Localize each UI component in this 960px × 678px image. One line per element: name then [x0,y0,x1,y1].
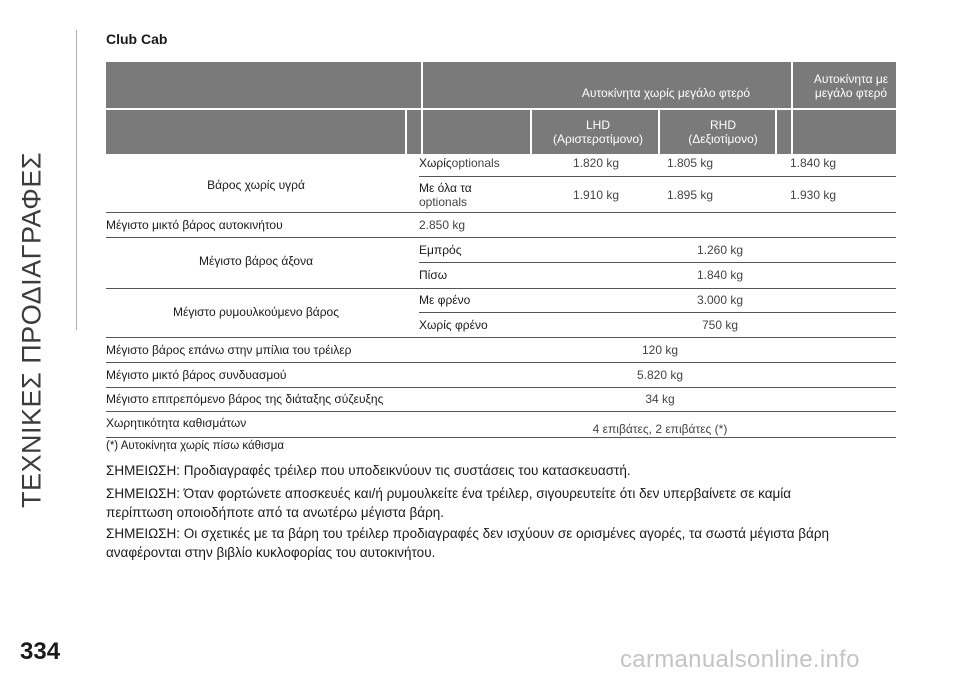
header-lhd [538,118,658,146]
note-3 [106,524,906,562]
row-seats-label: Χωρητικότητα καθισμάτων [106,416,247,430]
header-lhd-label: LHD [585,118,610,132]
footnote: (*) Αυτοκίνητα χωρίς πίσω κάθισμα [106,440,284,452]
dry-all-options-line1: Με όλα τα [419,181,472,195]
row-divider [106,387,896,388]
header-rhd-sub: (Δεξιοτίμονο) [688,132,758,146]
row-divider [106,212,896,213]
watermark: carmanualsonline.info [620,646,860,673]
row-coupling-value: 34 kg [645,392,675,406]
dry-v3: 1.840 kg [790,156,837,170]
dry-no-options [419,156,500,170]
row-divider [419,176,896,177]
row-ball-value: 120 kg [641,343,679,357]
header-lhd-sub: (Αριστεροτίμονο) [553,132,643,146]
axle-rear: Πίσω [419,268,448,282]
header-vsep [791,62,793,154]
dry-v2: 1.805 kg [667,156,714,170]
header-vsep [775,110,777,154]
note-3-line1: ΣΗΜΕΙΩΣΗ: Οι σχετικές με τα βάρη του τρέιλερ προδιαγραφές δεν ισχύουν σε ορισμένες αγορές, τα σωστά μέγιστα βάρη [106,526,830,541]
row-seats-value: 4 επιβάτες, 2 επιβάτες (*) [592,422,728,436]
row-divider [106,362,896,363]
row-combo-label: Μέγιστο μικτό βάρος συνδυασμού [106,368,287,382]
dry-all-options [419,181,472,209]
header-rhd-label: RHD [710,118,736,132]
dry-v1: 1.820 kg [573,156,620,170]
page-number: 334 [20,638,61,665]
row-towed-label: Μέγιστο ρυμουλκούμενο βάρος [172,305,340,319]
axle-rear-value: 1.840 kg [696,268,744,282]
header-vsep [658,110,660,154]
header-vsep [405,110,407,154]
header-divider [106,108,896,110]
row-gross-label: Μέγιστο μικτό βάρος αυτοκινήτου [106,218,283,232]
header-no-wing: Αυτοκίνητα χωρίς μεγάλο φτερό [581,86,751,100]
row-gross-value: 2.850 kg [419,218,466,232]
dry-all-v2: 1.895 kg [667,188,714,202]
row-divider [419,262,896,263]
note-3-line2: αναφέρονται στην βιβλίο κυκλοφορίας του αυτοκινήτου. [106,545,436,560]
header-wing-line1: Αυτοκίνητα με [813,72,889,86]
dry-no-options-rest: optionals [451,156,500,170]
side-divider [76,30,77,330]
dry-all-v3: 1.930 kg [790,188,837,202]
dry-all-v1: 1.910 kg [573,188,620,202]
row-combo-value: 5.820 kg [636,368,684,382]
row-divider [106,237,896,238]
dry-no-options-strong: Χωρίς [419,156,452,170]
header-rhd [663,118,783,146]
towed-braked-value: 3.000 kg [696,293,744,307]
row-divider [419,312,896,313]
section-title: Club Cab [106,31,168,47]
towed-braked: Με φρένο [419,293,471,307]
note-2-line2: περίπτωση οποιοδήποτε από τα ανωτέρω μέγιστα βάρη. [106,505,445,520]
row-dry-weight-label: Βάρος χωρίς υγρά [207,178,305,192]
header-wing-line2: μεγάλο φτερό [814,86,888,100]
row-divider [106,288,896,289]
note-2-line1: ΣΗΜΕΙΩΣΗ: Όταν φορτώνετε αποσκευές και/ή ρυμουλκείτε ένα τρέιλερ, σιγουρευτείτε ότι δεν υπερβαίνετε σε καμία [106,486,792,501]
axle-front: Εμπρός [419,243,462,257]
header-vsep [421,62,423,154]
header-vsep [530,110,532,154]
header-wing [796,72,906,100]
row-coupling-label: Μέγιστο επιτρεπόμενο βάρος της διάταξης σύζευξης [106,392,384,406]
towed-unbraked-value: 750 kg [701,318,739,332]
row-ball-label: Μέγιστο βάρος επάνω στην μπίλια του τρέιλερ [106,343,352,357]
towed-unbraked: Χωρίς φρένο [419,318,488,332]
note-2 [106,484,906,522]
dry-all-options-line2: optionals [419,195,468,209]
row-axle-label: Μέγιστο βάρος άξονα [198,254,314,268]
note-1: ΣΗΜΕΙΩΣΗ: Προδιαγραφές τρέιλερ που υποδεικνύουν τις συστάσεις του κατασκευαστή. [106,463,631,478]
row-divider [106,411,896,412]
chapter-side-title: ΤΕΧΝΙΚΕΣ ΠΡΟΔΙΑΓΡΑΦΕΣ [16,151,47,509]
axle-front-value: 1.260 kg [696,243,744,257]
row-divider [106,337,896,338]
row-divider [106,437,896,438]
